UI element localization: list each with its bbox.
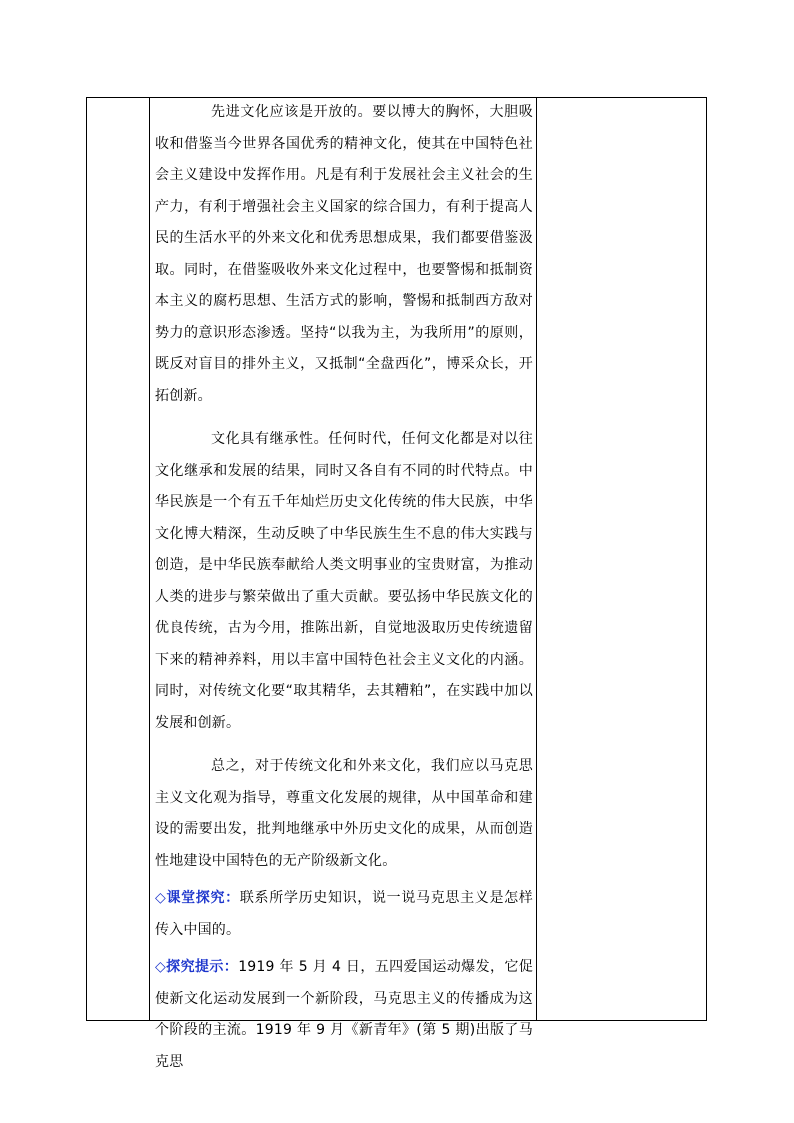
inquiry-text: 联系所学历史知识，说一说马克思主义是怎样传入中国的。 <box>155 890 534 938</box>
inquiry-label: ◇课堂探究： <box>155 890 240 906</box>
paragraph-inheritance: 文化具有继承性。任何时代，任何文化都是对以往文化继承和发展的结果，同时又各自有不同的时代特点。中华民族是一个有五千年灿烂历史文化传统的伟大民族，中华文化博大精深，生动反映了中华民族生生不息的伟大实践与创造，是中华民族奉献给人类文明事业的宝贵财富，为推动人类的进步与繁荣做出了重大贡献。要弘扬中华民族文化的优良传统，古为今用，推陈出新，自觉地汲取历史传统遗留下来的精神养料，用以丰富中国特色社会主义文化的内涵。同时，对传统文化要“取其精华，去其糟粕”，在实践中加以发展和创新。 <box>155 431 533 731</box>
inquiry-hint <box>155 952 533 1078</box>
content-cell <box>155 97 534 1070</box>
hint-label: ◇探究提示： <box>155 959 239 975</box>
hint-text: 1919 年 5 月 4 日，五四爱国运动爆发，它促使新文化运动发展到一个新阶段，马克思主义的传播成为这个阶段的主流。1919 年 9 月《新青年》(第 5 期)出版了马克思 <box>155 959 533 1070</box>
table-column-divider-left <box>149 98 150 1020</box>
classroom-inquiry <box>155 883 533 946</box>
paragraph-open-culture: 先进文化应该是开放的。要以博大的胸怀，大胆吸收和借鉴当今世界各国优秀的精神文化，使其在中国特色社会主义建设中发挥作用。凡是有利于发展社会主义社会的生产力，有利于增强社会主义国家的综合国力，有利于提高人民的生活水平的外来文化和优秀思想成果，我们都要借鉴汲取。同时，在借鉴吸收外来文化过程中，也要警惕和抵制资本主义的腐朽思想、生活方式的影响，警惕和抵制西方敌对势力的意识形态渗透。坚持“以我为主，为我所用”的原则，既反对盲目的排外主义，又抵制“全盘西化”，博采众长，开拓创新。 <box>155 104 533 404</box>
table-column-divider-right <box>536 98 537 1020</box>
paragraph-conclusion: 总之，对于传统文化和外来文化，我们应以马克思主义文化观为指导，尊重文化发展的规律，从中国革命和建设的需要出发，批判地继承中外历史文化的成果，从而创造性地建设中国特色的无产阶级新文化。 <box>155 758 533 869</box>
